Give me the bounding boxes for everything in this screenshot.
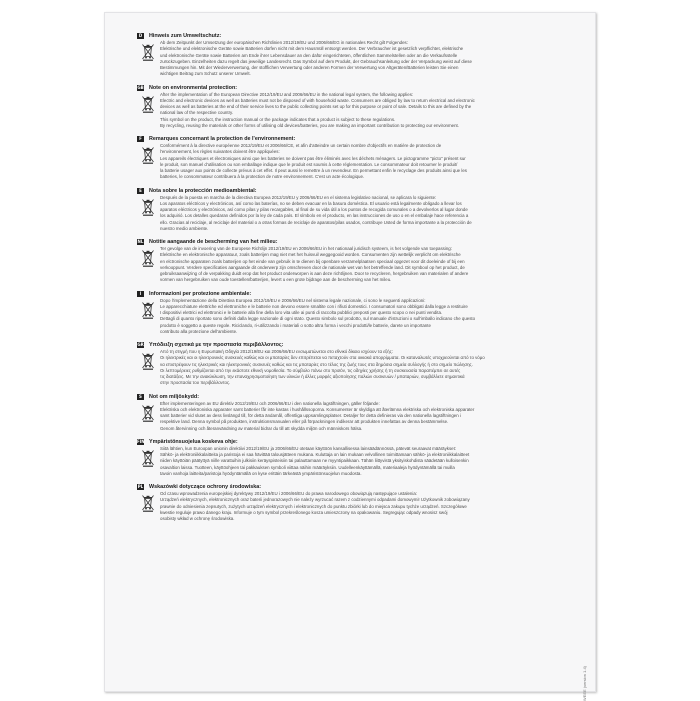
- body-line: I dispositivi elettrici ed elettronici e le batterie alla fine della loro vita utile ai punti di raccolta pubblici preposti per questo scopo o nei punti vendita.: [160, 310, 443, 315]
- body-line: Dettagli di quanto riportato sono definiti dalla legge nazionale di ogni stato. Questo simbolo sul prodotto, sul manuale d'istruzioni o sull'imballo indicano che questo: [160, 316, 476, 322]
- crossed-out-wheelie-bin-icon: [141, 43, 155, 61]
- section-body: [160, 298, 588, 336]
- body-line: le produit, son manuel d'utilisation ou son emballage indique que le produit est soumis à cette réglementation. Le consommateur doit retourner le produit/: [160, 161, 458, 167]
- crossed-out-wheelie-bin-icon: [141, 198, 155, 216]
- body-line: Οι λεπτομέρειες ρυθμίζονται από την εκάστοτε εθνική νομοθεσία. Το σύμβολο πάνω στο προϊόν, τις οδηγίες χρήσης ή τη συσκευασία παραπέμπει σε αυτές: [160, 367, 461, 373]
- body-line: Le apparecchiature elettriche ed elettroniche e le batterie non devono essere smaltite con i rifiuti domestici. I consumatori sono obbligati dalla legge a restituire: [160, 303, 468, 309]
- section-list: [112, 32, 586, 528]
- body-line: Siitä lähtien, kun Euroopan unionin direktiivi 2012/19/EU ja 2006/66/EU otetaan käyttöön kansallisessa lainsäädännössä, pätevät seuraavat määräykset:: [160, 445, 457, 451]
- crossed-out-wheelie-bin-icon: [141, 301, 155, 319]
- body-line: l'environnement, les règles suivantes doivent être appliquées:: [160, 149, 280, 155]
- section-body: [160, 446, 588, 477]
- section-pl: [112, 483, 586, 522]
- language-code-badge: GR: [137, 342, 144, 347]
- crossed-out-wheelie-bin-icon: [141, 249, 155, 267]
- body-line: nuestro medio ambiente.: [160, 225, 209, 231]
- body-line: Sähkö- ja elektroniikkalaitteita ja paristoja ei saa hävittää talousjätteen mukana. Kuluttaja on lain mukaan velvollinen toimittamaan sähkö- ja elektroniikkalaitteet: [160, 452, 470, 457]
- body-line: zurückzugeben. Einzelheiten dazu regelt das jeweilige Landesrecht. Das Symbol auf dem Produkt, der Gebrauchsanleitung oder der Verpackung weist auf diese: [160, 58, 472, 64]
- language-code-badge: NL: [137, 239, 144, 244]
- crossed-out-wheelie-bin-icon: [141, 95, 155, 113]
- body-line: This symbol on the product, the instruction manual or the package indicates that a product is subject to these regulations.: [160, 116, 396, 122]
- body-line: Después de la puesta en marcha de la directiva Europea 2012/19/EU y 2006/66/EU en el sistema legislativo nacional, se aplicara lo siguiente:: [160, 194, 437, 200]
- body-line: Electric and electronic devices as well as batteries must not be disposed of with household waste. Consumers are obliged by law to return electrical and electronic: [160, 97, 475, 103]
- section-header: [112, 84, 586, 92]
- body-line: wichtigen Beitrag zum Schutz unserer Umwelt.: [160, 71, 251, 77]
- section-title: Notitie aangaande de bescherming van het milieu:: [149, 239, 278, 245]
- body-line: batteries, le consommateur contribuera à la protection de notre environnement. C'est un acte écologique.: [160, 174, 365, 180]
- body-line: gebruiksaanwijzing of de verpakking duidt erop dat het product onderworpen is aan deze richtlijnen. Door te recycleren, hergebruiken van materialen of andere: [160, 271, 469, 276]
- body-line: los adquirió. Los detalles quedaran definidos por la ley de cada país. El símbolo en el producto, en las instrucciones de uso o en el embalaje hace referencia a: [160, 213, 469, 219]
- section-title: Informazioni per protezione ambientale:: [149, 290, 252, 297]
- section-header: [112, 187, 586, 195]
- section-title: Υπόδειξη σχετικά με την προστασία περιβάλλοντος:: [149, 342, 284, 348]
- body-line: tavoin vanhoja laitteita/paristoja hyödyntämällä on kyse erittäin tärkeästä ympäristönsuojelun muodosta.: [160, 470, 362, 476]
- body-line: Efter implementeringen av EU direktiv 2012/19/EU och 2006/66/EU i den nationella lagstiftningen, gäller följande:: [160, 400, 380, 406]
- body-line: samt batterier vid slutet av dess livslängd till, för detta ändamål, offentliga uppsamlingsplatser. Detaljer för detta definieras via den nationella lagstiftningen i: [160, 413, 461, 418]
- instruction-sheet: [104, 12, 596, 701]
- section-fin: [112, 438, 586, 477]
- body-line: contributo alla protezione dell'ambiente.: [160, 328, 238, 334]
- section-title: Wskazówki dotyczące ochrony środowiska:: [149, 484, 262, 490]
- section-header: [112, 135, 586, 143]
- document-version-code: WEEE (version 1.4): [582, 666, 587, 701]
- section-body: [160, 40, 588, 78]
- body-line: Bestimmungen hin. Mit der Wiederverwertung, der stofflichen Verwertung oder anderen Formen der Verwertung von Altgeräten/Batterien leisten Sie einen: [160, 65, 459, 70]
- body-line: By recycling, reusing the materials or other forms of utilising old devices/batteries, you are making an important contribution to protecting our environment.: [160, 122, 459, 128]
- body-line: After the implementation of the European Directive 2012/19/EU and 2006/66/EU in the national legal system, the following applies:: [160, 91, 414, 97]
- section-body: [160, 195, 588, 233]
- crossed-out-wheelie-bin-icon: [141, 449, 155, 467]
- language-code-badge: FIN: [137, 438, 145, 444]
- section-header: [112, 438, 586, 446]
- body-line: Elektriska och elektroniska apparater samt batterier får inte kastas i hushållssoporna. Konsumenter är skyldiga att återlämna elektriska och elektroniska apparater: [160, 406, 475, 412]
- body-line: prodotto è soggetto a queste regole. Riciclando, ri-utilizzando i materiali o sotto altra forma i vecchi prodotti/le batterie, darete un importante: [160, 322, 431, 328]
- section-title: Hinweis zum Umweltschutz:: [149, 33, 222, 39]
- body-line: und elektronische Geräte sowie Batterien am Ende ihrer Lebensdauer an den dafür eingerichteten, öffentlichen Sammelstellen oder an die Verkaufsstelle: [160, 52, 458, 58]
- section-header: [112, 483, 586, 491]
- language-code-badge: E: [137, 188, 144, 194]
- body-line: Από τη στιγμή που η Ευρωπαϊκή Οδηγία 2012/19/EU και 2006/66/EU ενσωματώνεται στο εθνικό δίκαιο ισχύουν τα εξής:: [160, 349, 393, 354]
- crossed-out-wheelie-bin-icon: [141, 404, 155, 422]
- section-gb: [112, 84, 586, 130]
- crossed-out-wheelie-bin-icon: [141, 494, 155, 512]
- section-body: [160, 246, 588, 284]
- body-line: Les appareils électriques et électroniques ainsi que les batteries ne doivent pas être éliminés avec les déchets ménagers. Le pictogramme "picto" présent sur: [160, 155, 466, 161]
- language-code-badge: PL: [137, 484, 144, 489]
- body-line: prawnie do odniesienia zepsutych, zużytych urządzeń elektrycznych i elektronicznych do punktu zbiórki lub do miejsca zakupu tychże urządzeń. Szczegółowe: [160, 503, 467, 509]
- body-line: να επιστρέφουν τις ηλεκτρικές και ηλεκτρονικές συσκευές καθώς και τις μπαταρίες στο τέλος της ζωής τους στα δημόσια σημεία συλλογής ή στο σημείο πώλησης.: [160, 361, 473, 367]
- section-header: [112, 393, 586, 401]
- body-line: la batterie usager aux points de collecte prévus à cet effet. Il peut aussi le remettre à un revendeur. En permettant enfin le recyclage des produits ainsi que les: [160, 168, 467, 173]
- section-title: Not om miljöskydd:: [149, 393, 200, 400]
- section-header: [112, 32, 586, 40]
- body-line: respektive land. Denna symbol på produkten, instruktionsmanualen eller på förpackningen indikerar att produkten innefattas av denna bestämmelse.: [160, 419, 449, 425]
- section-body: [160, 349, 588, 387]
- section-title: Nota sobre la protección medioambiental:: [149, 187, 257, 194]
- language-code-badge: F: [137, 136, 144, 142]
- body-line: Dopo l'implementazione della Direttiva Europea 2012/19/EU e 2006/66/EU nel sistema legale nazionale, ci sono le seguenti applicazioni:: [160, 297, 426, 303]
- body-line: Ter gevolge van de invoering van de Europese Richtlijn 2012/19/EU en 2006/66/EU in het nationaal juridisch systeem, is het volgende van toepassing:: [160, 246, 452, 251]
- crossed-out-wheelie-bin-icon: [141, 146, 155, 164]
- body-line: kwestie reguluje prawo danego kraju. Informuje o tym symbol przekreślonego kosza umieszczony na opakowaniu. Segregując odpady wnosisz swój: [160, 509, 448, 515]
- section-body: [160, 401, 588, 432]
- body-line: en elctronische apparaten zoals batterijen op het einde van gebruik in te dienen bij openbare verzamelplaatsen speciaal opgezet voor dit doeleinde of bij een: [160, 258, 465, 264]
- section-d: [112, 32, 586, 78]
- section-gr: [112, 341, 586, 387]
- section-body: [160, 143, 588, 181]
- language-code-badge: GB: [137, 84, 144, 90]
- body-line: national law of the respective country.: [160, 110, 234, 116]
- section-i: [112, 290, 586, 336]
- body-line: verkooppunt. Verdere specificaties aangaande dit onderwerp zijn omschreven door de nationale wet van het betreffende land. Dit symbool op het product, de: [160, 264, 465, 270]
- section-title: Note on environmental protection:: [149, 84, 238, 91]
- body-line: devices as well as batteries at the end of their service lives to the public collecting points set up for this purpose or point of sale. Details to this are defined by the: [160, 104, 472, 109]
- body-line: Ab dem Zeitpunkt der Umsetzung der europäischen Richtlinien 2012/19/EU und 2006/66/EG in nationales Recht gilt Folgendes:: [160, 40, 408, 45]
- body-line: Od czasu wprowadzenia europejskiej dyrektywy 2012/19/EU i 2006/66/EU do prawa narodowego obowiązują następujące ustalenia:: [160, 491, 418, 496]
- body-line: vormen van hergebruiken van oude toestellen/batterijen, levert u een grote bijdrage aan de bescherming van het mileu.: [160, 277, 392, 283]
- section-title: Ympäristönsuojelua koskeva ohje:: [149, 438, 238, 445]
- body-line: Elektrische en elektronische apparatuur, zoals batterijen mag niet met het huisvuil weggegooid worden. Consumenten zijn wettelijk verplicht om elektrische: [160, 252, 461, 258]
- body-line: στην προστασία του περιβάλλοντος.: [160, 380, 231, 386]
- body-line: Los aparatos eléctricos y electrónicos, así como las baterías, no se deben evacuar en la basura doméstica. El usuario está legalmente obligado a llevar los: [160, 200, 462, 206]
- body-line: Conformément à la directive européenne 2012/19/EU et 2006/66/CE, et afin d'atteindre un certain nombre d'objectifs en matière de protection de: [160, 143, 442, 148]
- section-header: [112, 238, 586, 246]
- body-line: Οι ηλεκτρικές και οι ηλεκτρονικές συσκευές καθώς και οι μπαταρίες δεν επιτρέπεται να πεταχτούν στα οικιακά απορρίμματα. Οι καταναλωτές υποχρεούνται από το νόμο: [160, 355, 485, 361]
- section-nl: [112, 238, 586, 284]
- language-code-badge: S: [137, 394, 144, 400]
- section-body: [160, 491, 588, 522]
- section-s: [112, 393, 586, 432]
- crossed-out-wheelie-bin-icon: [141, 352, 155, 370]
- language-code-badge: I: [137, 291, 144, 297]
- body-line: aparatos eléctricos y electrónicos, así como pilas y pilas recargables, al final de su vida útil a los puntos de recogida comunales o a devolverlos al lugar donde: [160, 207, 468, 212]
- body-line: Elektrische und elektronische Geräte sowie Batterien dürfen nicht mit dem Hausmüll entsorgt werden. Der Verbraucher ist gesetzlich verpflichtet, elektrische: [160, 46, 464, 52]
- body-line: osavaltion laissa. Tuotteen, käyttöohjeen tai pakkauksen symboli viittaa näihin määräyksiin. Uudelleenkäyttämällä, materiaaleja hyödyntämällä tai muilla: [160, 464, 455, 470]
- section-body: [160, 92, 588, 130]
- section-f: [112, 135, 586, 181]
- body-line: osobisty wkład w ochronę środowiska.: [160, 516, 235, 521]
- body-line: τις διατάξεις. Με την ανακύκλωση, την επαναχρησιμοποίηση των υλικών ή άλλες μορφές αξιοποίησης παλιών συσκευών / μπαταριών, συμβάλλετε σημαντικά: [160, 374, 465, 379]
- body-line: Genom återvinning och återanvändning av material bidrar du till att skydda miljön och människors hälsa.: [160, 425, 363, 431]
- language-code-badge: D: [138, 33, 143, 38]
- section-title: Remarques concernant la protection de l'environnement:: [149, 136, 296, 142]
- section-e: [112, 187, 586, 233]
- section-header: [112, 341, 586, 349]
- body-line: niiden käyttöiän päätyttyä niille varattuihin julkisiin keräyspisteisiin tai palauttamaan ne myyntipaikkaan. Tähän liittyvistä yksityiskohdista säädetään kulloisenkin: [160, 458, 469, 464]
- section-header: [112, 290, 586, 298]
- body-line: ello. Gracias al reciclaje, al reciclaje del material o a otras formas de reciclaje de aparatos/pilas usados, contribuye Usted de forma importante a la protección de: [160, 219, 472, 225]
- body-line: Urządzeń elektrycznych, elektronicznych oraz baterii jednorazowych nie należy wyrzucać razem z codziennymi odpadami domowymi! Użytkownik zobowiązany: [160, 497, 470, 503]
